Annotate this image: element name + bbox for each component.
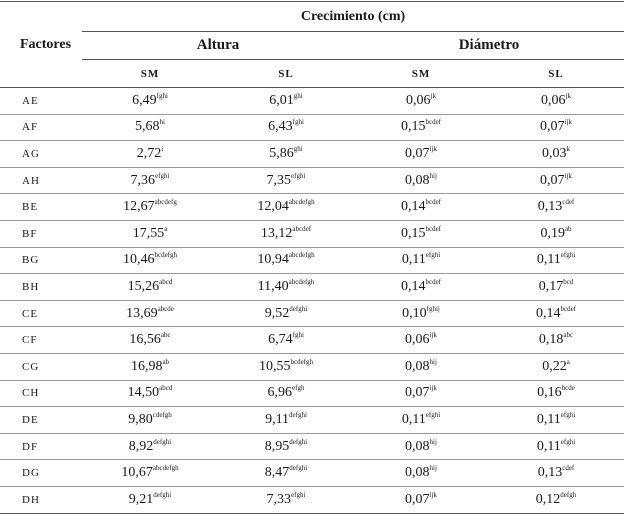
significance-letters: k xyxy=(566,144,570,153)
value-number: 10,55 xyxy=(258,358,291,374)
value-number: 0,11 xyxy=(536,252,561,268)
value-cell xyxy=(488,220,624,247)
value-cell xyxy=(354,327,488,354)
value-number: 9,52 xyxy=(264,305,290,321)
significance-letters: bcd xyxy=(563,277,574,286)
table-row xyxy=(0,460,624,487)
significance-letters: defghi xyxy=(153,490,172,499)
value-number: 12,04 xyxy=(257,199,289,215)
significance-letters: bcdef xyxy=(560,304,577,313)
value-number: 8,92 xyxy=(128,438,154,454)
table-row xyxy=(0,300,624,327)
value-cell xyxy=(354,247,488,274)
table-row xyxy=(0,141,624,168)
value-cell xyxy=(354,460,488,487)
significance-letters: jk xyxy=(430,91,436,100)
table-row xyxy=(0,353,624,380)
value-number: 0,08 xyxy=(405,438,430,454)
value-cell xyxy=(82,220,218,247)
value-cell xyxy=(218,274,354,301)
value-number: 0,11 xyxy=(401,252,426,268)
value-cell xyxy=(354,114,488,141)
value-cell xyxy=(82,433,218,460)
table-body xyxy=(0,88,624,514)
value-number: 0,07 xyxy=(540,172,565,188)
significance-letters: ijk xyxy=(564,171,572,180)
value-number: 8,47 xyxy=(264,465,290,481)
significance-letters: bcdef xyxy=(425,277,442,286)
significance-letters: efghi xyxy=(291,490,306,499)
value-cell xyxy=(218,380,354,407)
significance-letters: ijk xyxy=(564,118,572,127)
significance-letters: abcde xyxy=(157,304,174,313)
value-number: 7,36 xyxy=(130,172,156,188)
value-cell xyxy=(218,141,354,168)
value-cell xyxy=(218,88,354,115)
table-row xyxy=(0,247,624,274)
value-number: 10,94 xyxy=(257,252,289,268)
significance-letters: defghi xyxy=(289,464,308,473)
factor-cell: AF xyxy=(0,114,82,141)
value-cell xyxy=(488,194,624,221)
significance-letters: bcdef xyxy=(425,118,442,127)
value-cell xyxy=(354,220,488,247)
value-cell xyxy=(354,380,488,407)
significance-letters: abcd xyxy=(159,277,173,286)
value-cell xyxy=(82,300,218,327)
value-cell xyxy=(488,247,624,274)
significance-letters: ijk xyxy=(429,144,437,153)
value-cell xyxy=(218,300,354,327)
value-number: 0,17 xyxy=(538,278,564,294)
value-cell xyxy=(354,300,488,327)
altura-sm-header: SM xyxy=(82,60,218,88)
value-number: 2,72 xyxy=(136,145,162,161)
value-number: 7,33 xyxy=(266,491,292,507)
value-number: 6,43 xyxy=(268,119,293,135)
value-number: 0,13 xyxy=(537,199,563,215)
value-number: 5,68 xyxy=(135,119,160,135)
significance-letters: abcdefg xyxy=(154,198,177,207)
value-number: 0,06 xyxy=(405,332,430,348)
value-number: 7,35 xyxy=(266,172,292,188)
factor-cell: CE xyxy=(0,300,82,327)
factor-cell: AG xyxy=(0,141,82,168)
significance-letters: hij xyxy=(429,171,437,180)
significance-letters: bcdefgh xyxy=(290,357,314,366)
significance-letters: efghi xyxy=(560,437,576,446)
value-cell xyxy=(82,167,218,194)
value-number: 15,26 xyxy=(127,278,160,294)
significance-letters: bcdefgh xyxy=(154,251,178,260)
value-cell xyxy=(82,380,218,407)
value-number: 0,11 xyxy=(401,411,426,427)
significance-letters: cdef xyxy=(562,464,575,473)
significance-letters: jk xyxy=(565,91,571,100)
value-number: 0,03 xyxy=(542,145,567,161)
value-cell xyxy=(82,141,218,168)
significance-letters: defghi xyxy=(289,437,308,446)
value-number: 16,98 xyxy=(130,358,163,374)
results-table xyxy=(0,1,624,514)
factor-cell: BE xyxy=(0,194,82,221)
value-number: 0,19 xyxy=(540,225,565,241)
significance-letters: abcdefgh xyxy=(288,251,315,260)
value-number: 0,10 xyxy=(402,305,427,321)
value-number: 0,13 xyxy=(537,465,563,481)
significance-letters: efghi xyxy=(560,251,576,260)
significance-letters: abcdefgh xyxy=(288,198,315,207)
significance-letters: fghi xyxy=(292,331,304,340)
value-cell xyxy=(488,353,624,380)
value-number: 0,06 xyxy=(541,92,566,108)
table-row xyxy=(0,88,624,115)
significance-letters: defghi xyxy=(289,410,307,419)
diametro-sm-header: SM xyxy=(354,60,488,88)
value-cell xyxy=(488,300,624,327)
altura-header: Altura xyxy=(82,32,354,60)
value-cell xyxy=(354,407,488,434)
factor-cell: BF xyxy=(0,220,82,247)
value-cell xyxy=(82,327,218,354)
significance-letters: bcdef xyxy=(425,224,442,233)
value-cell xyxy=(218,247,354,274)
value-cell xyxy=(354,486,488,513)
significance-letters: bcde xyxy=(561,384,575,393)
value-cell xyxy=(82,247,218,274)
value-cell xyxy=(488,433,624,460)
value-number: 8,95 xyxy=(264,438,290,454)
factor-cell: DH xyxy=(0,486,82,513)
value-number: 0,08 xyxy=(405,172,430,188)
significance-letters: defghi xyxy=(153,437,172,446)
value-number: 0,06 xyxy=(406,92,431,108)
significance-letters: abcdefgh xyxy=(288,277,315,286)
significance-letters: efghi xyxy=(560,410,576,419)
value-cell xyxy=(82,460,218,487)
diametro-header: Diámetro xyxy=(354,32,624,60)
value-number: 0,07 xyxy=(540,119,565,135)
factor-cell: BG xyxy=(0,247,82,274)
value-cell xyxy=(488,88,624,115)
significance-letters: ab xyxy=(564,224,572,233)
value-cell xyxy=(82,114,218,141)
significance-letters: defgh xyxy=(560,490,577,499)
table-row xyxy=(0,433,624,460)
significance-letters: ghi xyxy=(293,144,303,153)
significance-letters: hij xyxy=(429,437,437,446)
value-cell xyxy=(488,460,624,487)
value-number: 10,67 xyxy=(121,465,153,481)
value-cell xyxy=(218,460,354,487)
value-cell xyxy=(218,194,354,221)
factor-cell: CH xyxy=(0,380,82,407)
value-number: 6,74 xyxy=(268,332,293,348)
value-number: 0,08 xyxy=(405,465,430,481)
factor-cell: DG xyxy=(0,460,82,487)
value-number: 11,40 xyxy=(257,278,289,294)
factor-cell: DF xyxy=(0,433,82,460)
value-cell xyxy=(488,167,624,194)
factor-cell: DE xyxy=(0,407,82,434)
value-cell xyxy=(354,88,488,115)
significance-letters: ijk xyxy=(429,331,437,340)
value-cell xyxy=(488,114,624,141)
factor-cell: AH xyxy=(0,167,82,194)
significance-letters: ab xyxy=(162,357,170,366)
value-number: 9,21 xyxy=(128,491,154,507)
significance-letters: ijk xyxy=(429,490,437,499)
value-number: 0,15 xyxy=(400,119,426,135)
value-number: 6,96 xyxy=(267,385,293,401)
value-cell xyxy=(354,433,488,460)
factor-cell: CG xyxy=(0,353,82,380)
value-cell xyxy=(218,433,354,460)
significance-letters: a xyxy=(164,224,168,233)
value-cell xyxy=(218,407,354,434)
value-cell xyxy=(218,220,354,247)
significance-letters: abcdefgh xyxy=(152,464,179,473)
value-number: 0,12 xyxy=(535,491,561,507)
value-cell xyxy=(82,274,218,301)
value-cell xyxy=(218,486,354,513)
value-number: 13,12 xyxy=(260,225,293,241)
value-number: 10,46 xyxy=(122,252,155,268)
table-row xyxy=(0,380,624,407)
value-cell xyxy=(488,380,624,407)
significance-letters: efghi xyxy=(425,251,441,260)
value-cell xyxy=(488,274,624,301)
significance-letters: abc xyxy=(160,331,171,340)
value-number: 0,08 xyxy=(405,358,430,374)
significance-letters: efghi xyxy=(425,410,441,419)
factor-cell: CF xyxy=(0,327,82,354)
significance-letters: abc xyxy=(563,331,574,340)
value-cell xyxy=(82,486,218,513)
value-number: 5,86 xyxy=(269,145,294,161)
significance-letters: cdef xyxy=(562,198,575,207)
value-number: 6,49 xyxy=(132,92,157,108)
significance-letters: cdefgh xyxy=(152,410,172,419)
crecimiento-header: Crecimiento (cm) xyxy=(82,2,624,32)
significance-letters: efghi xyxy=(155,171,170,180)
value-number: 6,01 xyxy=(269,92,294,108)
value-number: 0,14 xyxy=(535,305,561,321)
value-number: 0,11 xyxy=(536,438,561,454)
significance-letters: fghi xyxy=(292,118,304,127)
table-row xyxy=(0,274,624,301)
significance-letters: fghi xyxy=(156,91,168,100)
value-cell xyxy=(488,486,624,513)
value-number: 14,50 xyxy=(127,385,160,401)
value-cell xyxy=(354,353,488,380)
table-row xyxy=(0,220,624,247)
value-number: 16,56 xyxy=(129,332,161,348)
table-row xyxy=(0,407,624,434)
value-cell xyxy=(82,353,218,380)
value-number: 13,69 xyxy=(126,305,158,321)
value-number: 0,07 xyxy=(405,145,430,161)
value-cell xyxy=(218,353,354,380)
table-row xyxy=(0,114,624,141)
factor-cell: AE xyxy=(0,88,82,115)
value-cell xyxy=(218,114,354,141)
value-cell xyxy=(218,167,354,194)
value-number: 0,15 xyxy=(400,225,426,241)
significance-letters: hi xyxy=(159,118,165,127)
significance-letters: abcdef xyxy=(292,224,312,233)
value-number: 0,07 xyxy=(405,491,430,507)
significance-letters: a xyxy=(566,357,570,366)
significance-letters: fghij xyxy=(426,304,440,313)
value-number: 0,11 xyxy=(536,411,561,427)
value-cell xyxy=(354,167,488,194)
significance-letters: hij xyxy=(429,464,437,473)
value-cell xyxy=(82,407,218,434)
value-number: 17,55 xyxy=(132,225,165,241)
value-cell xyxy=(488,141,624,168)
value-cell xyxy=(82,194,218,221)
value-number: 0,16 xyxy=(537,385,562,401)
value-number: 0,18 xyxy=(538,332,564,348)
value-cell xyxy=(354,274,488,301)
value-number: 0,14 xyxy=(400,199,426,215)
significance-letters: ijk xyxy=(429,384,437,393)
altura-sl-header: SL xyxy=(218,60,354,88)
value-cell xyxy=(354,141,488,168)
significance-letters: ghi xyxy=(293,91,303,100)
table-row xyxy=(0,167,624,194)
value-number: 9,11 xyxy=(265,411,290,427)
factor-cell: BH xyxy=(0,274,82,301)
significance-letters: i xyxy=(161,144,164,153)
value-number: 0,14 xyxy=(400,278,426,294)
value-number: 12,67 xyxy=(123,199,155,215)
significance-letters: abcd xyxy=(159,384,173,393)
significance-letters: bcdef xyxy=(425,198,442,207)
value-cell xyxy=(218,327,354,354)
value-number: 9,80 xyxy=(128,411,153,427)
significance-letters: defghi xyxy=(289,304,308,313)
diametro-sl-header: SL xyxy=(488,60,624,88)
value-number: 0,22 xyxy=(542,358,567,374)
significance-letters: hij xyxy=(429,357,437,366)
significance-letters: efghi xyxy=(291,171,306,180)
table-row xyxy=(0,486,624,513)
value-cell xyxy=(488,407,624,434)
table-row xyxy=(0,327,624,354)
value-number: 0,07 xyxy=(405,385,430,401)
significance-letters: efgh xyxy=(292,384,305,393)
table-row xyxy=(0,194,624,221)
factores-header: Factores xyxy=(0,2,82,88)
value-cell xyxy=(354,194,488,221)
value-cell xyxy=(82,88,218,115)
value-cell xyxy=(488,327,624,354)
